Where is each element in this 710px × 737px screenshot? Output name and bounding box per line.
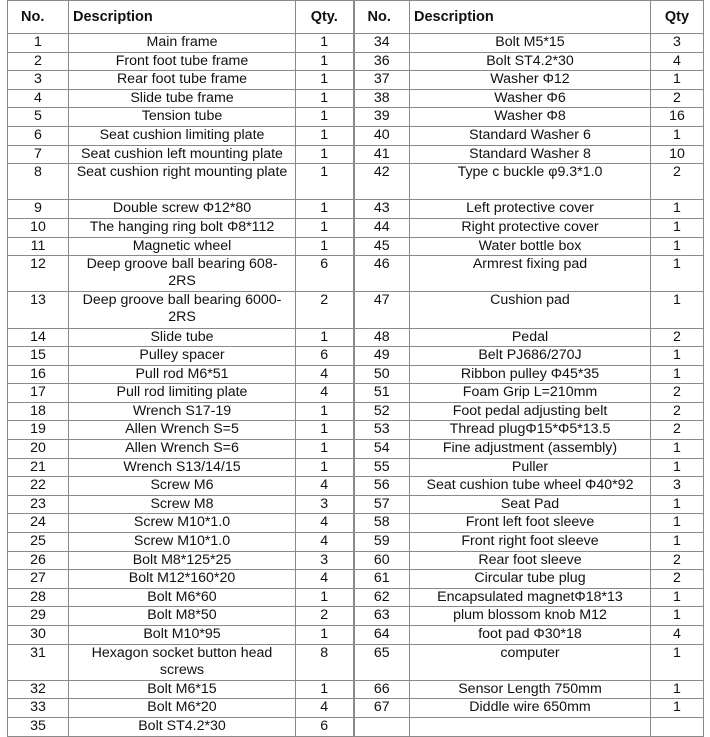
table-row bbox=[8, 108, 704, 127]
part-description-right: Washer Φ8 bbox=[410, 108, 651, 127]
part-qty-left: 1 bbox=[296, 440, 354, 459]
part-qty-right: 2 bbox=[651, 421, 704, 440]
part-description-left: Bolt M12*160*20 bbox=[69, 570, 296, 589]
table-row bbox=[8, 328, 704, 347]
part-qty-left: 1 bbox=[296, 108, 354, 127]
part-number-left: 10 bbox=[8, 218, 69, 237]
part-description-right: Pedal bbox=[410, 328, 651, 347]
table-row bbox=[8, 145, 704, 164]
header-no-left: No. bbox=[8, 1, 69, 34]
part-description-left: Bolt M8*50 bbox=[69, 607, 296, 626]
table-row bbox=[8, 570, 704, 589]
part-description-left: Seat cushion left mounting plate bbox=[69, 145, 296, 164]
part-qty-left: 1 bbox=[296, 588, 354, 607]
part-description-left: Seat cushion right mounting plate bbox=[69, 164, 296, 200]
part-description-left: Deep groove ball bearing 6000-2RS bbox=[69, 292, 296, 328]
part-description-left: Allen Wrench S=6 bbox=[69, 440, 296, 459]
part-number-left: 21 bbox=[8, 458, 69, 477]
table-row bbox=[8, 292, 704, 328]
part-qty-left: 3 bbox=[296, 495, 354, 514]
part-number-left: 32 bbox=[8, 680, 69, 699]
part-qty-right: 2 bbox=[651, 164, 704, 200]
part-qty-left: 4 bbox=[296, 533, 354, 552]
header-description-right: Description bbox=[410, 1, 651, 34]
part-number-right: 64 bbox=[354, 626, 410, 645]
part-qty-left: 4 bbox=[296, 699, 354, 718]
part-number-left: 13 bbox=[8, 292, 69, 328]
header-row bbox=[8, 1, 704, 34]
part-description-left: Double screw Φ12*80 bbox=[69, 200, 296, 219]
part-description-left: Bolt M10*95 bbox=[69, 626, 296, 645]
part-qty-left: 1 bbox=[296, 34, 354, 53]
part-number-left: 29 bbox=[8, 607, 69, 626]
part-description-right: Seat Pad bbox=[410, 495, 651, 514]
part-number-left: 18 bbox=[8, 402, 69, 421]
part-description-left: Screw M10*1.0 bbox=[69, 514, 296, 533]
table-row bbox=[8, 365, 704, 384]
part-number-left: 24 bbox=[8, 514, 69, 533]
part-qty-left: 2 bbox=[296, 292, 354, 328]
header-description-left: Description bbox=[69, 1, 296, 34]
part-qty-right: 2 bbox=[651, 570, 704, 589]
part-qty-left: 1 bbox=[296, 237, 354, 256]
header-no-right: No. bbox=[354, 1, 410, 34]
part-number-left: 17 bbox=[8, 384, 69, 403]
part-description-right: Sensor Length 750mm bbox=[410, 680, 651, 699]
table-row bbox=[8, 644, 704, 680]
part-qty-right: 1 bbox=[651, 495, 704, 514]
part-description-left: Screw M10*1.0 bbox=[69, 533, 296, 552]
part-qty-right: 1 bbox=[651, 699, 704, 718]
part-number-left: 11 bbox=[8, 237, 69, 256]
part-number-right: 63 bbox=[354, 607, 410, 626]
part-description-right: Encapsulated magnetΦ18*13 bbox=[410, 588, 651, 607]
part-qty-left: 1 bbox=[296, 680, 354, 699]
part-number-left: 9 bbox=[8, 200, 69, 219]
table-row bbox=[8, 347, 704, 366]
header-qty-right: Qty bbox=[651, 1, 704, 34]
part-number-left: 3 bbox=[8, 71, 69, 90]
part-qty-left: 6 bbox=[296, 256, 354, 292]
part-description-right: Right protective cover bbox=[410, 218, 651, 237]
part-description-right: Type c buckle φ9.3*1.0 bbox=[410, 164, 651, 200]
part-number-right: 53 bbox=[354, 421, 410, 440]
part-description-left: Bolt M6*20 bbox=[69, 699, 296, 718]
table-row bbox=[8, 89, 704, 108]
part-description-right bbox=[410, 717, 651, 736]
part-qty-left: 1 bbox=[296, 328, 354, 347]
part-number-right: 49 bbox=[354, 347, 410, 366]
part-description-right: Bolt ST4.2*30 bbox=[410, 52, 651, 71]
part-number-right: 55 bbox=[354, 458, 410, 477]
part-description-left: Bolt ST4.2*30 bbox=[69, 717, 296, 736]
part-description-left: Slide tube frame bbox=[69, 89, 296, 108]
table-row bbox=[8, 71, 704, 90]
part-number-right: 34 bbox=[354, 34, 410, 53]
part-description-left: Seat cushion limiting plate bbox=[69, 126, 296, 145]
part-description-left: Screw M6 bbox=[69, 477, 296, 496]
part-number-left: 19 bbox=[8, 421, 69, 440]
part-qty-right: 2 bbox=[651, 402, 704, 421]
table-row bbox=[8, 200, 704, 219]
part-description-left: Bolt M6*60 bbox=[69, 588, 296, 607]
part-number-left: 23 bbox=[8, 495, 69, 514]
part-number-right: 43 bbox=[354, 200, 410, 219]
part-qty-right: 10 bbox=[651, 145, 704, 164]
part-qty-left: 1 bbox=[296, 164, 354, 200]
table-row bbox=[8, 402, 704, 421]
header-qty-left: Qty. bbox=[296, 1, 354, 34]
part-qty-left: 1 bbox=[296, 89, 354, 108]
part-qty-left: 1 bbox=[296, 218, 354, 237]
part-number-right: 61 bbox=[354, 570, 410, 589]
part-qty-right: 2 bbox=[651, 89, 704, 108]
part-description-left: Main frame bbox=[69, 34, 296, 53]
part-number-right: 52 bbox=[354, 402, 410, 421]
table-row bbox=[8, 126, 704, 145]
table-row bbox=[8, 514, 704, 533]
part-qty-right: 16 bbox=[651, 108, 704, 127]
table-row bbox=[8, 237, 704, 256]
part-qty-left: 4 bbox=[296, 514, 354, 533]
part-description-right: Front left foot sleeve bbox=[410, 514, 651, 533]
table-row bbox=[8, 34, 704, 53]
part-description-left: Bolt M6*15 bbox=[69, 680, 296, 699]
part-number-left: 16 bbox=[8, 365, 69, 384]
table-row bbox=[8, 699, 704, 718]
part-number-left: 25 bbox=[8, 533, 69, 552]
part-qty-left: 1 bbox=[296, 626, 354, 645]
part-qty-right: 2 bbox=[651, 384, 704, 403]
part-qty-right: 1 bbox=[651, 218, 704, 237]
part-number-left: 1 bbox=[8, 34, 69, 53]
table-row bbox=[8, 533, 704, 552]
part-qty-right: 1 bbox=[651, 347, 704, 366]
part-number-right: 56 bbox=[354, 477, 410, 496]
table-row bbox=[8, 588, 704, 607]
part-description-right: Standard Washer 8 bbox=[410, 145, 651, 164]
table-row bbox=[8, 421, 704, 440]
part-qty-left: 6 bbox=[296, 347, 354, 366]
part-description-left: Tension tube bbox=[69, 108, 296, 127]
part-number-left: 28 bbox=[8, 588, 69, 607]
table-row bbox=[8, 440, 704, 459]
part-description-left: Pull rod M6*51 bbox=[69, 365, 296, 384]
part-number-left: 20 bbox=[8, 440, 69, 459]
part-number-right: 59 bbox=[354, 533, 410, 552]
part-description-right: computer bbox=[410, 644, 651, 680]
part-qty-left: 1 bbox=[296, 402, 354, 421]
part-qty-left: 1 bbox=[296, 71, 354, 90]
part-description-right: Standard Washer 6 bbox=[410, 126, 651, 145]
part-number-right: 44 bbox=[354, 218, 410, 237]
part-qty-right: 3 bbox=[651, 477, 704, 496]
table-row bbox=[8, 607, 704, 626]
table-row bbox=[8, 626, 704, 645]
part-qty-right: 2 bbox=[651, 328, 704, 347]
part-number-right: 60 bbox=[354, 551, 410, 570]
part-number-right: 51 bbox=[354, 384, 410, 403]
part-number-right: 45 bbox=[354, 237, 410, 256]
part-description-left: Allen Wrench S=5 bbox=[69, 421, 296, 440]
part-qty-left: 8 bbox=[296, 644, 354, 680]
part-qty-right: 1 bbox=[651, 256, 704, 292]
part-qty-left: 1 bbox=[296, 421, 354, 440]
part-qty-right: 1 bbox=[651, 126, 704, 145]
part-description-left: Slide tube bbox=[69, 328, 296, 347]
part-description-right: plum blossom knob M12 bbox=[410, 607, 651, 626]
part-number-right: 39 bbox=[354, 108, 410, 127]
part-description-right: Bolt M5*15 bbox=[410, 34, 651, 53]
part-number-right: 36 bbox=[354, 52, 410, 71]
part-qty-right: 1 bbox=[651, 365, 704, 384]
table-row bbox=[8, 717, 704, 736]
table-row bbox=[8, 164, 704, 200]
part-qty-right: 1 bbox=[651, 680, 704, 699]
part-qty-left: 4 bbox=[296, 365, 354, 384]
part-description-left: Screw M8 bbox=[69, 495, 296, 514]
part-number-left: 14 bbox=[8, 328, 69, 347]
part-number-right: 58 bbox=[354, 514, 410, 533]
part-number-right: 50 bbox=[354, 365, 410, 384]
table-row bbox=[8, 477, 704, 496]
part-description-right: Cushion pad bbox=[410, 292, 651, 328]
part-qty-right: 1 bbox=[651, 644, 704, 680]
part-number-right: 37 bbox=[354, 71, 410, 90]
part-number-right: 41 bbox=[354, 145, 410, 164]
part-description-right: Washer Φ12 bbox=[410, 71, 651, 90]
part-number-left: 4 bbox=[8, 89, 69, 108]
part-qty-right: 2 bbox=[651, 551, 704, 570]
part-description-left: Rear foot tube frame bbox=[69, 71, 296, 90]
part-description-left: Front foot tube frame bbox=[69, 52, 296, 71]
part-qty-left: 1 bbox=[296, 458, 354, 477]
part-number-right: 38 bbox=[354, 89, 410, 108]
part-qty-left: 4 bbox=[296, 570, 354, 589]
part-number-right: 42 bbox=[354, 164, 410, 200]
part-description-right: Armrest fixing pad bbox=[410, 256, 651, 292]
part-qty-right: 1 bbox=[651, 71, 704, 90]
part-qty-right: 4 bbox=[651, 626, 704, 645]
part-number-right: 46 bbox=[354, 256, 410, 292]
part-qty-right: 1 bbox=[651, 458, 704, 477]
part-description-right: Front right foot sleeve bbox=[410, 533, 651, 552]
part-number-left: 26 bbox=[8, 551, 69, 570]
part-description-right: Puller bbox=[410, 458, 651, 477]
table-row bbox=[8, 384, 704, 403]
part-description-left: Bolt M8*125*25 bbox=[69, 551, 296, 570]
part-number-left: 2 bbox=[8, 52, 69, 71]
part-qty-left: 3 bbox=[296, 551, 354, 570]
table-row bbox=[8, 256, 704, 292]
part-number-right: 62 bbox=[354, 588, 410, 607]
part-number-right: 57 bbox=[354, 495, 410, 514]
part-number-right: 67 bbox=[354, 699, 410, 718]
part-number-right: 66 bbox=[354, 680, 410, 699]
part-number-right: 65 bbox=[354, 644, 410, 680]
part-number-left: 6 bbox=[8, 126, 69, 145]
part-description-right: Foot pedal adjusting belt bbox=[410, 402, 651, 421]
part-qty-right: 3 bbox=[651, 34, 704, 53]
part-qty-right: 4 bbox=[651, 52, 704, 71]
part-qty-right: 1 bbox=[651, 292, 704, 328]
part-qty-left: 4 bbox=[296, 477, 354, 496]
part-number-left: 30 bbox=[8, 626, 69, 645]
part-description-right: Belt PJ686/270J bbox=[410, 347, 651, 366]
part-description-right: Ribbon pulley Φ45*35 bbox=[410, 365, 651, 384]
part-number-left: 27 bbox=[8, 570, 69, 589]
table-row bbox=[8, 495, 704, 514]
part-qty-left: 1 bbox=[296, 200, 354, 219]
part-description-right: Diddle wire 650mm bbox=[410, 699, 651, 718]
part-qty-left: 1 bbox=[296, 126, 354, 145]
part-number-right: 40 bbox=[354, 126, 410, 145]
part-description-right: Thread plugΦ15*Φ5*13.5 bbox=[410, 421, 651, 440]
part-description-left: Wrench S17-19 bbox=[69, 402, 296, 421]
part-description-left: The hanging ring bolt Φ8*112 bbox=[69, 218, 296, 237]
table-body bbox=[8, 34, 704, 737]
table-row bbox=[8, 52, 704, 71]
part-description-right: Washer Φ6 bbox=[410, 89, 651, 108]
table-row bbox=[8, 458, 704, 477]
part-qty-left: 1 bbox=[296, 145, 354, 164]
part-description-right: foot pad Φ30*18 bbox=[410, 626, 651, 645]
part-qty-left: 6 bbox=[296, 717, 354, 736]
part-description-right: Circular tube plug bbox=[410, 570, 651, 589]
part-description-left: Pull rod limiting plate bbox=[69, 384, 296, 403]
part-number-right bbox=[354, 717, 410, 736]
part-qty-right: 1 bbox=[651, 200, 704, 219]
part-description-right: Fine adjustment (assembly) bbox=[410, 440, 651, 459]
part-qty-right bbox=[651, 717, 704, 736]
parts-list-table bbox=[7, 0, 704, 737]
part-qty-left: 2 bbox=[296, 607, 354, 626]
part-qty-right: 1 bbox=[651, 514, 704, 533]
part-description-right: Rear foot sleeve bbox=[410, 551, 651, 570]
table-row bbox=[8, 680, 704, 699]
part-qty-right: 1 bbox=[651, 237, 704, 256]
part-number-right: 54 bbox=[354, 440, 410, 459]
part-number-left: 12 bbox=[8, 256, 69, 292]
part-description-left: Pulley spacer bbox=[69, 347, 296, 366]
part-description-right: Foam Grip L=210mm bbox=[410, 384, 651, 403]
part-number-right: 47 bbox=[354, 292, 410, 328]
part-number-left: 8 bbox=[8, 164, 69, 200]
part-number-left: 15 bbox=[8, 347, 69, 366]
part-number-left: 7 bbox=[8, 145, 69, 164]
part-qty-right: 1 bbox=[651, 588, 704, 607]
table-row bbox=[8, 218, 704, 237]
part-description-left: Magnetic wheel bbox=[69, 237, 296, 256]
part-number-left: 31 bbox=[8, 644, 69, 680]
part-qty-right: 1 bbox=[651, 607, 704, 626]
part-description-right: Left protective cover bbox=[410, 200, 651, 219]
part-description-left: Deep groove ball bearing 608-2RS bbox=[69, 256, 296, 292]
part-number-left: 33 bbox=[8, 699, 69, 718]
part-qty-left: 1 bbox=[296, 52, 354, 71]
part-qty-right: 1 bbox=[651, 440, 704, 459]
part-number-left: 22 bbox=[8, 477, 69, 496]
part-qty-right: 1 bbox=[651, 533, 704, 552]
part-number-right: 48 bbox=[354, 328, 410, 347]
part-number-left: 35 bbox=[8, 717, 69, 736]
part-description-left: Wrench S13/14/15 bbox=[69, 458, 296, 477]
part-qty-left: 4 bbox=[296, 384, 354, 403]
part-description-right: Water bottle box bbox=[410, 237, 651, 256]
part-number-left: 5 bbox=[8, 108, 69, 127]
table-row bbox=[8, 551, 704, 570]
part-description-left: Hexagon socket button head screws bbox=[69, 644, 296, 680]
part-description-right: Seat cushion tube wheel Φ40*92 bbox=[410, 477, 651, 496]
